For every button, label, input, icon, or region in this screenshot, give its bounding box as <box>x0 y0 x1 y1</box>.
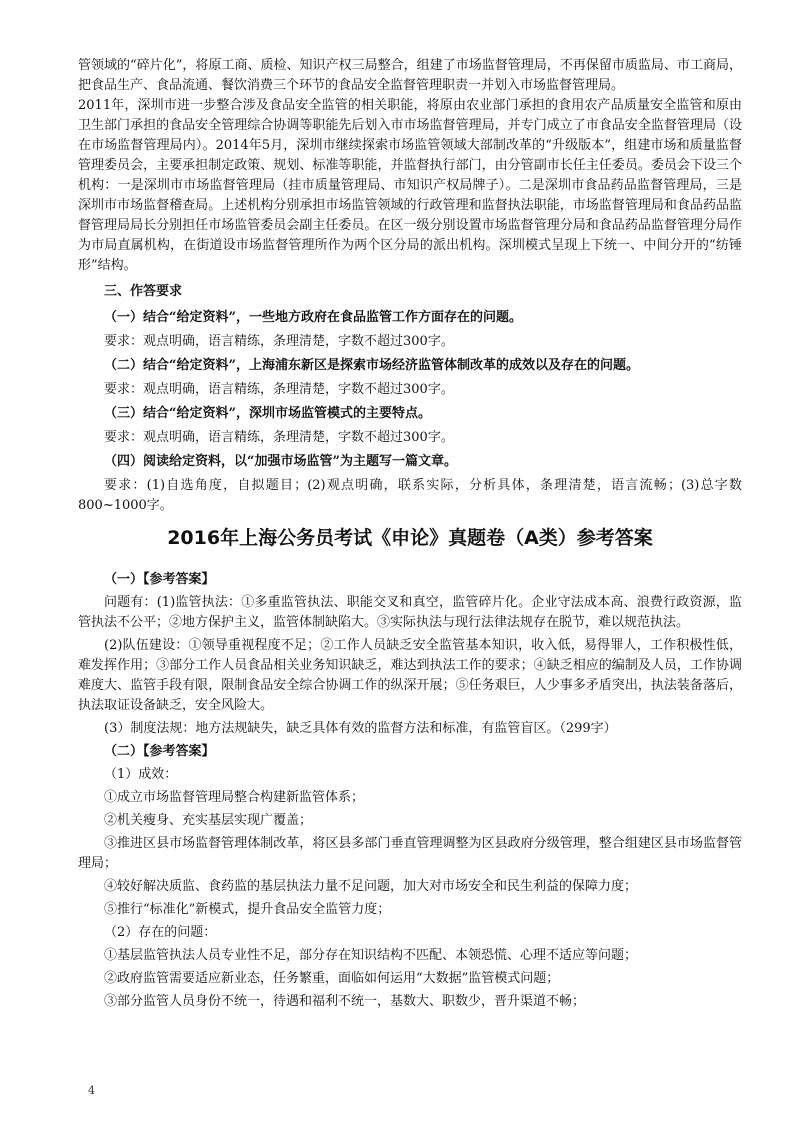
section-heading: 三、作答要求 <box>104 284 183 299</box>
page-content <box>78 56 742 1015</box>
answer-1-paragraph: 问题有：(1)监管执法：①多重监管执法、职能交叉和真空，监管碎片化。企业守法成本高、浪费行政资源，监管执法不公平；②地方保护主义，监管体制缺陷大。③实际执法与现行法律法规存在脱节，难以规范执法。 <box>78 595 742 630</box>
question-1-requirement: 要求：观点明确，语言精练，条理清楚，字数不超过300字。 <box>104 334 454 349</box>
answer-1-paragraph: (3）制度法规：地方法规缺失，缺乏具体有效的监督方法和标准，有监管盲区。（299字） <box>104 721 617 736</box>
question-1: （一）结合“给定资料”，一些地方政府在食品监管工作方面存在的问题。 <box>104 310 522 325</box>
answer-2-item: ①成立市场监督管理局整合构建新监管体系； <box>104 790 365 805</box>
question-3-requirement: 要求：观点明确，语言精练，条理清楚，字数不超过300字。 <box>104 430 454 445</box>
answer-2-item: ②政府监管需要适应新业态，任务繁重，面临如何运用“大数据”监管模式问题； <box>104 971 560 986</box>
question-4-requirement: 要求：(1)自选角度，自拟题目；(2)观点明确，联系实际，分析具体，条理清楚，语言流畅；(3)总字数800~1000字。 <box>78 478 742 513</box>
answer-2-item: ①基层监管执法人员专业性不足，部分存在知识结构不匹配、本领恐慌、心理不适应等问题； <box>104 948 638 963</box>
question-4: （四）阅读给定资料，以“加强市场监管”为主题写一篇文章。 <box>104 454 457 469</box>
page-number: 4 <box>88 1084 95 1097</box>
answer-2-item: ⑤推行“标准化”新模式，提升食品安全监管力度； <box>104 902 391 917</box>
body-paragraph: 2011年，深圳市进一步整合涉及食品安全监管的相关职能，将原由农业部门承担的食用农产品质量安全监管和原由卫生部门承担的食品安全管理综合协调等职能先后划入市市场监督管理局，并专门成立了市食品安全监督管理局（设在市场监督管理局内）。2014年5月，深圳市继续探索市场监管领域大部制改革的“升级版本”，组建市场和质量监督管理委员会，主要承担制定政策、规划、标准等职能，并监督执行部门，由分管副市长任主任委员。委员会下设三个机构：一是深圳市市场监督管理局（挂市质量管理局、市知识产权局牌子）。二是深圳市食品药品监督管理局，三是深圳市市场监督稽查局。上述机构分别承担市场监管领域的行政管理和监督执法职能，市场监督管理局和食品药品监督管理局局长分别担任市场监管委员会副主任委员。在区一级分别设置市场监督管理分局和食品药品监督管理分局作为市局直属机构，在街道设市场监督管理所作为两个区分局的派出机构。深圳模式呈现上下统一、中间分开的“纺锤形”结构。 <box>78 98 742 273</box>
answer-2-item: ②机关瘦身、充实基层实现广覆盖； <box>104 813 313 828</box>
body-paragraph: 管领域的“碎片化”，将原工商、质检、知识产权三局整合，组建了市场监督管理局，不再保留市质监局、市工商局，把食品生产、食品流通、餐饮消费三个环节的食品安全监督管理职责一并划入市场监督管理局。 <box>78 58 742 93</box>
answer-1-paragraph: (2)队伍建设：①领导重视程度不足；②工作人员缺乏安全监管基本知识，收入低，易得罪人，工作积极性低，难发挥作用；③部分工作人员食品相关业务知识缺乏，难达到执法工作的要求；④缺乏相应的编制及人员，工作协调难度大、监管手段有限，限制食品安全综合协调工作的纵深开展；⑤任务艰巨，人少事多矛盾突出，执法装备落后，执法取证设备缺乏，安全风险大。 <box>78 638 742 713</box>
answer-2-item: ④较好解决质监、食药监的基层执法力量不足问题，加大对市场安全和民生利益的保障力度； <box>104 879 638 894</box>
answer-1-label: （一）【参考答案】 <box>104 572 215 587</box>
answer-2-item: ③推进区县市场监督管理体制改革，将区县多部门垂直管理调整为区县政府分级管理，整合组建区县市场监督管理局； <box>78 836 742 871</box>
question-2: （二）结合“给定资料”，上海浦东新区是探索市场经济监管体制改革的成效以及存在的问题。 <box>104 358 639 373</box>
answer-2-subheading: （2）存在的问题： <box>104 925 217 940</box>
answer-2-item: ③部分监管人员身份不统一，待遇和福利不统一，基数大、职数少，晋升渠道不畅； <box>104 994 586 1009</box>
answer-2-label: （二）【参考答案】 <box>104 744 215 759</box>
answer-title: 2016年上海公务员考试《申论》真题卷（A类）参考答案 <box>167 527 653 549</box>
answer-2-subheading: （1）成效： <box>104 767 178 782</box>
question-3: （三）结合“给定资料”，深圳市场监管模式的主要特点。 <box>104 406 431 421</box>
question-2-requirement: 要求：观点明确，语言精练，条理清楚，字数不超过300字。 <box>104 382 454 397</box>
